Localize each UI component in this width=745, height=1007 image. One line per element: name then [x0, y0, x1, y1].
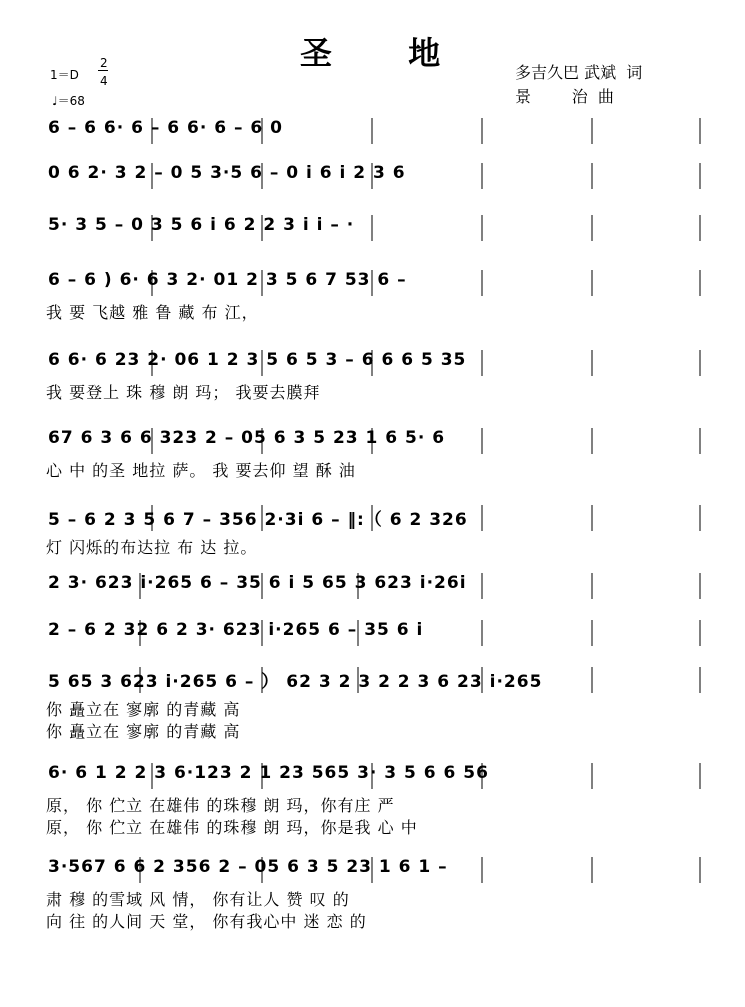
- lyric-line: 向 往 的人间 天 堂， 你有我心中 迷 恋 的: [46, 912, 367, 931]
- notation-line: 3·567 6 6 2 356 2 – 05 6 3 5 23 1 6 1 –: [48, 857, 448, 877]
- notation-line: 2 – 6 2 32 6 2 3· 623 i·265 6 – 35 6 i: [48, 620, 424, 640]
- notation-line: 6 – 6 6· 6 – 6 6· 6 – 6 0: [48, 118, 283, 138]
- time-signature-numerator: 2: [100, 56, 108, 70]
- notation-line: 5 – 6 2 3 5 6 7 – 356 2·3i 6 – ‖:（ 6 2 326: [48, 510, 468, 530]
- bar-lines: [0, 215, 745, 255]
- bar-lines: [0, 620, 745, 660]
- lyricist-credit: 多吉久巴 武斌 词: [515, 63, 643, 82]
- notation-line: 6· 6 1 2 2 3 6·123 2 1 23 565 3· 3 5 6 6 56: [48, 763, 489, 783]
- notation-line: 67 6 3 6 6 323 2 – 05 6 3 5 23 1 6 5· 6: [48, 428, 446, 448]
- key-signature: 1＝D: [50, 68, 79, 82]
- tempo-marking: ♩＝68: [52, 94, 85, 108]
- bar-lines: [0, 118, 745, 158]
- notation-line: 2 3· 623 i·265 6 – 35 6 i 5 65 3 623 i·26i: [48, 573, 467, 593]
- bar-lines: [0, 163, 745, 203]
- lyric-line: 肃 穆 的雪域 风 情， 你有让人 赞 叹 的: [46, 890, 350, 909]
- composer-credit: 景 治 曲: [515, 87, 614, 106]
- notation-line: 0 6 2· 3 2 – 0 5 3·5 6 – 0 i 6 i 2 3 6: [48, 163, 406, 183]
- song-title: 圣 地: [300, 34, 459, 72]
- notation-line: 5· 3 5 – 0 3 5 6 i 6 2 2 3 i i – ·: [48, 215, 355, 235]
- lyric-line: 心 中 的圣 地拉 萨。 我 要去仰 望 酥 油: [46, 461, 356, 480]
- lyric-line: 你 矗立在 寥廓 的青藏 高: [46, 722, 241, 741]
- notation-line: 6 – 6 ) 6· 6 3 2· 01 2 3 5 6 7 53 6 –: [48, 270, 407, 290]
- lyric-line: 灯 闪烁的布达拉 布 达 拉。: [46, 538, 258, 557]
- lyric-line: 我 要登上 珠 穆 朗 玛； 我要去膜拜: [46, 383, 321, 402]
- notation-line: 5 65 3 623 i·265 6 – ） 62 3 2 3 2 2 3 6 23 i·265: [48, 672, 543, 692]
- lyric-line: 你 矗立在 寥廓 的青藏 高: [46, 700, 241, 719]
- lyric-line: 我 要 飞越 雅 鲁 藏 布 江，: [46, 303, 259, 322]
- lyric-line: 原， 你 伫立 在雄伟 的珠穆 朗 玛，你有庄 严: [46, 796, 395, 815]
- notation-line: 6 6· 6 23 2· 06 1 2 3 5 6 5 3 – 6 6 6 5 35: [48, 350, 467, 370]
- time-signature-denominator: 4: [100, 74, 108, 88]
- bar-lines: [0, 573, 745, 613]
- time-signature-line: [98, 70, 108, 71]
- lyric-line: 原， 你 伫立 在雄伟 的珠穆 朗 玛，你是我 心 中: [46, 818, 418, 837]
